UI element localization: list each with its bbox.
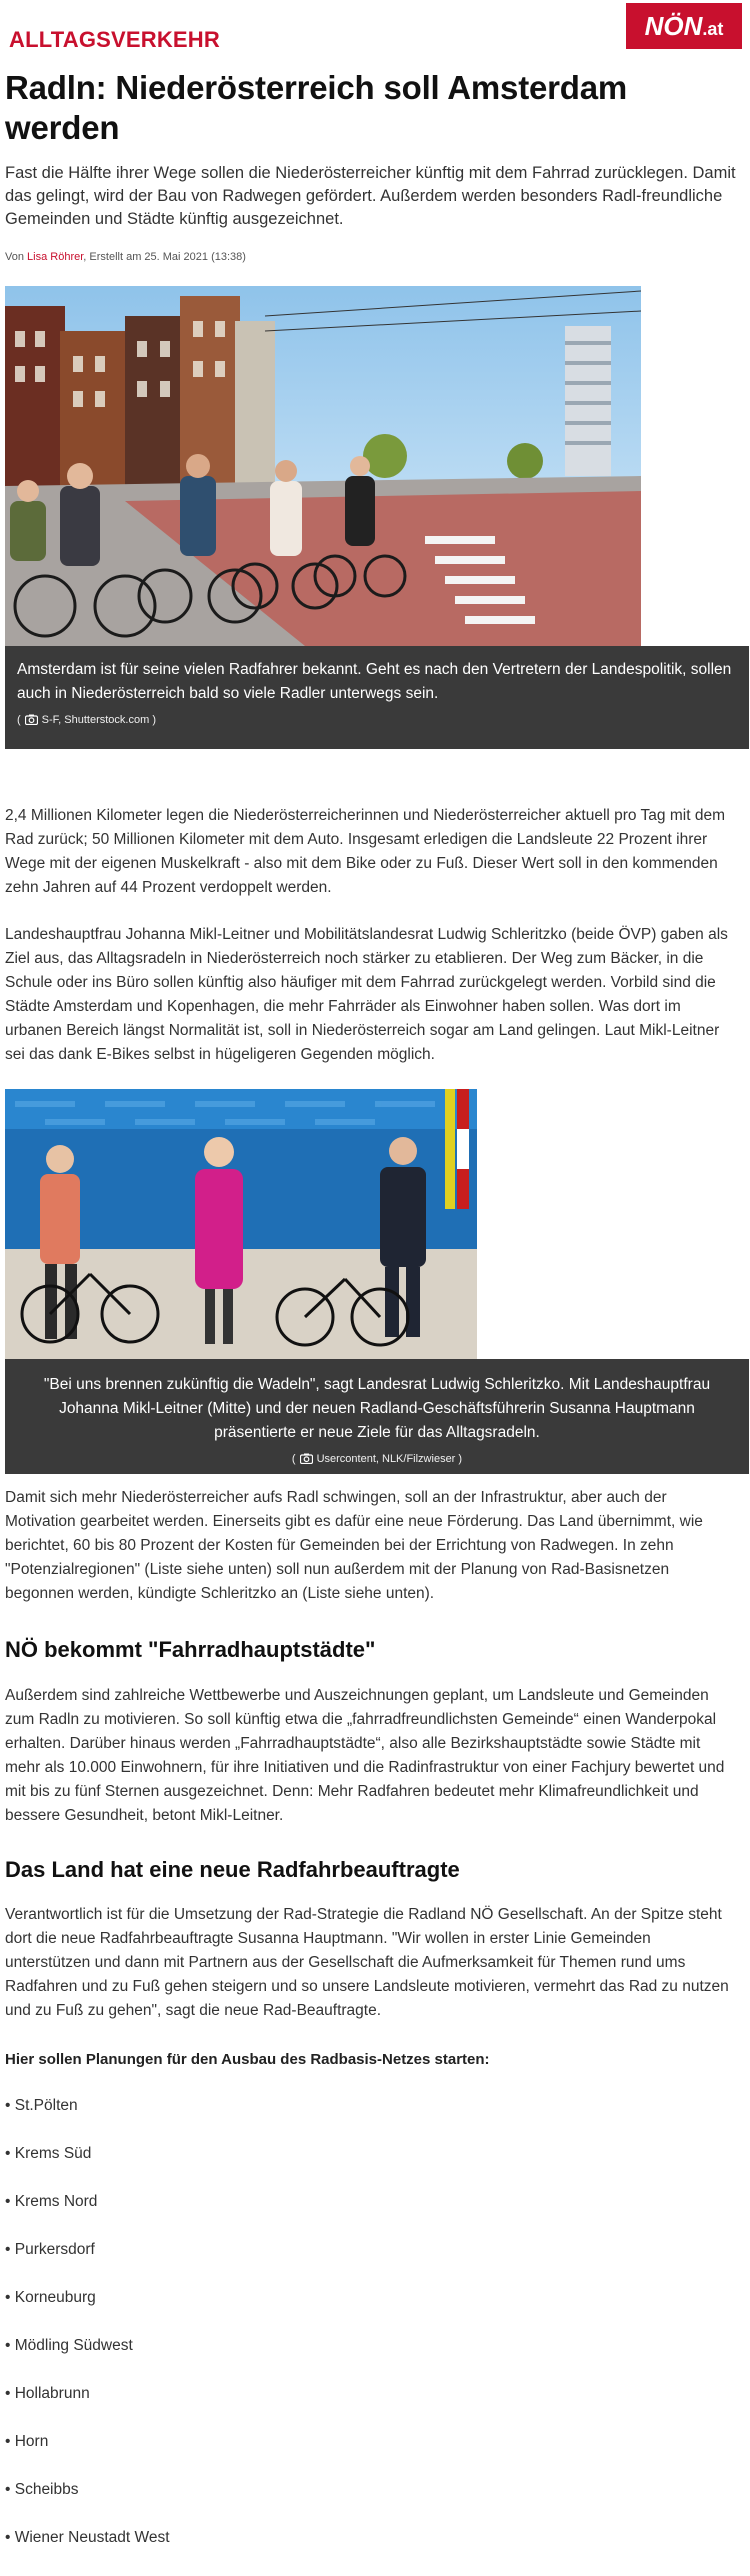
byline bbox=[5, 251, 745, 263]
figure1-credit bbox=[17, 714, 739, 726]
photo-amsterdam-cyclists[interactable] bbox=[5, 286, 641, 646]
author-link[interactable]: Lisa Röhrer bbox=[27, 251, 84, 263]
subheading-fahrradhauptstaedte: NÖ bekommt "Fahrradhauptstädte" bbox=[5, 1637, 376, 1662]
section-kicker[interactable]: ALLTAGSVERKEHR bbox=[9, 27, 220, 52]
figure1-caption bbox=[5, 646, 749, 749]
list-item: • Horn bbox=[5, 2433, 49, 2450]
site-logo[interactable] bbox=[626, 3, 742, 49]
credit-open-paren: ( bbox=[17, 714, 21, 726]
credit-close-paren: ) bbox=[152, 714, 156, 726]
figure-amsterdam bbox=[5, 286, 745, 749]
paragraph-1: 2,4 Millionen Kilometer legen die Niederösterreicherinnen und Niederösterreicher aktuell pro Tag mit dem Rad zurück; 50 Millionen Kilometer mit dem Auto. Insgesamt erledigen die Landsleute 22 Prozent ihrer Wege mit der eigenen Muskelkraft - also mit dem Bike oder zu Fuß. Dieser Wert soll in den kommenden zehn Jahren auf 44 Prozent verdoppelt werden. bbox=[5, 807, 725, 896]
figure-press-photo bbox=[5, 1089, 745, 1474]
figure2-credit bbox=[25, 1453, 729, 1465]
credit-open-paren: ( bbox=[291, 1453, 296, 1465]
figure2-caption-text: "Bei uns brennen zukünftig die Wadeln", sagt Landesrat Ludwig Schleritzko. Mit Landeshauptfrau Johanna Mikl-Leitner (Mitte) und der neuen Radland-Geschäftsführerin Susanna Hauptmann präsentierte er neue Ziele für das Alltagsradeln. bbox=[43, 1376, 711, 1441]
site-header bbox=[5, 0, 745, 68]
figure2-credit-text: Usercontent, NLK/Filzwieser bbox=[316, 1453, 456, 1465]
article-title: Radln: Niederösterreich soll Amsterdam werden bbox=[5, 69, 628, 146]
list-item: • Scheibbs bbox=[5, 2481, 79, 2498]
paragraph-5: Verantwortlich ist für die Umsetzung der Rad-Strategie die Radland NÖ Gesellschaft. An der Spitze steht dort die neue Radfahrbeauftragte Susanna Hauptmann. "Wir wollen in erster Linie Gemeinden unterstützen und dann mit Partnern aus der Gesellschaft die Aufmerksamkeit für Themen rund ums Radfahren und zu Fuß gehen steigern und so unsere Landsleute motivieren, vermehrt das Rad zu nutzen und zu Fuß zu gehen", sagt die neue Rad-Beauftragte. bbox=[5, 1906, 729, 2019]
list-item: • Krems Süd bbox=[5, 2145, 92, 2162]
list-item: • Korneuburg bbox=[5, 2289, 96, 2306]
figure2-caption bbox=[5, 1359, 749, 1474]
list-item: • Wiener Neustadt West bbox=[5, 2529, 170, 2546]
logo-suffix: .at bbox=[702, 19, 724, 39]
region-list bbox=[5, 2096, 745, 2576]
camera-icon bbox=[25, 714, 38, 725]
figure1-caption-text: Amsterdam ist für seine vielen Radfahrer bekannt. Geht es nach den Vertretern der Landespolitik, sollen auch in Niederösterreich bald so viele Radler unterwegs sein. bbox=[17, 661, 732, 702]
paragraph-4: Außerdem sind zahlreiche Wettbewerbe und Auszeichnungen geplant, um Landsleute und Gemeinden zum Radln zu motivieren. So soll künftig etwa die „fahrradfreundlichsten Gemeinde“ einen Wanderpokal erhalten. Darüber hinaus werden „Fahrradhauptstädte“, also alle Bezirkshauptstädte sowie Städte mit mehr als 10.000 Einwohnern, für ihre Initiativen und die Radinfrastruktur von einer Fachjury bewertet und mit bis zu fünf Sternen ausgezeichnet. Denn: Mehr Radfahren bedeutet mehr Klimafreundlichkeit und bessere Gesundheit, betont Mikl-Leitner. bbox=[5, 1687, 725, 1824]
list-item: • Hollabrunn bbox=[5, 2385, 90, 2402]
article-lead: Fast die Hälfte ihrer Wege sollen die Niederösterreicher künftig mit dem Fahrrad zurücklegen. Damit das gelingt, wird der Bau von Radwegen gefördert. Außerdem werden besonders Radl-freundliche Gemeinden und Städte künftig ausgezeichnet. bbox=[5, 164, 736, 228]
list-item: • Purkersdorf bbox=[5, 2241, 95, 2258]
list-item: • St.Pölten bbox=[5, 2097, 78, 2114]
photo-politicians-bikes[interactable] bbox=[5, 1089, 477, 1359]
logo-main: NÖN bbox=[644, 11, 703, 41]
paragraph-2: Landeshauptfrau Johanna Mikl-Leitner und Mobilitätslandesrat Ludwig Schleritzko (beide ÖVP) gaben als Ziel aus, das Alltagsradeln in Niederösterreich noch stärker zu etablieren. Der Weg zum Bäcker, in die Schule oder ins Büro sollen künftig also häufiger mit dem Fahrrad zurückgelegt werden. Vorbild sind die Städte Amsterdam und Kopenhagen, die mehr Fahrräder als Einwohner haben sollen. Was dort im urbanen Bereich längst Normalität ist, soll in Niederösterreich sogar am Land gelingen. Laut Mikl-Leitner sei das dank E-Bikes selbst in hügeligeren Gegenden möglich. bbox=[5, 926, 728, 1063]
credit-close-paren: ) bbox=[458, 1453, 463, 1465]
list-item: • Krems Nord bbox=[5, 2193, 98, 2210]
byline-date: , Erstellt am 25. Mai 2021 (13:38) bbox=[83, 251, 246, 263]
subheading-radfahrbeauftragte: Das Land hat eine neue Radfahrbeauftragte bbox=[5, 1857, 460, 1882]
paragraph-3: Damit sich mehr Niederösterreicher aufs Radl schwingen, soll an der Infrastruktur, aber auch der Motivation gearbeitet werden. Einerseits gibt es dafür eine neue Förderung. Das Land übernimmt, wie berichtet, 60 bis 80 Prozent der Kosten für Gemeinden bei der Errichtung von Radwegen. In zehn "Potenzialregionen" (Liste siehe unten) soll nun außerdem mit der Planung von Rad-Basisnetzen begonnen werden, kündigte Schleritzko an (Liste siehe unten). bbox=[5, 1489, 703, 1602]
region-list-heading: Hier sollen Planungen für den Ausbau des Radbasis-Netzes starten: bbox=[5, 2051, 490, 2068]
figure1-credit-text: S-F, Shutterstock.com bbox=[41, 714, 150, 726]
camera-icon bbox=[300, 1453, 313, 1464]
list-item: • Mödling Südwest bbox=[5, 2337, 133, 2354]
byline-prefix: Von bbox=[5, 251, 24, 263]
